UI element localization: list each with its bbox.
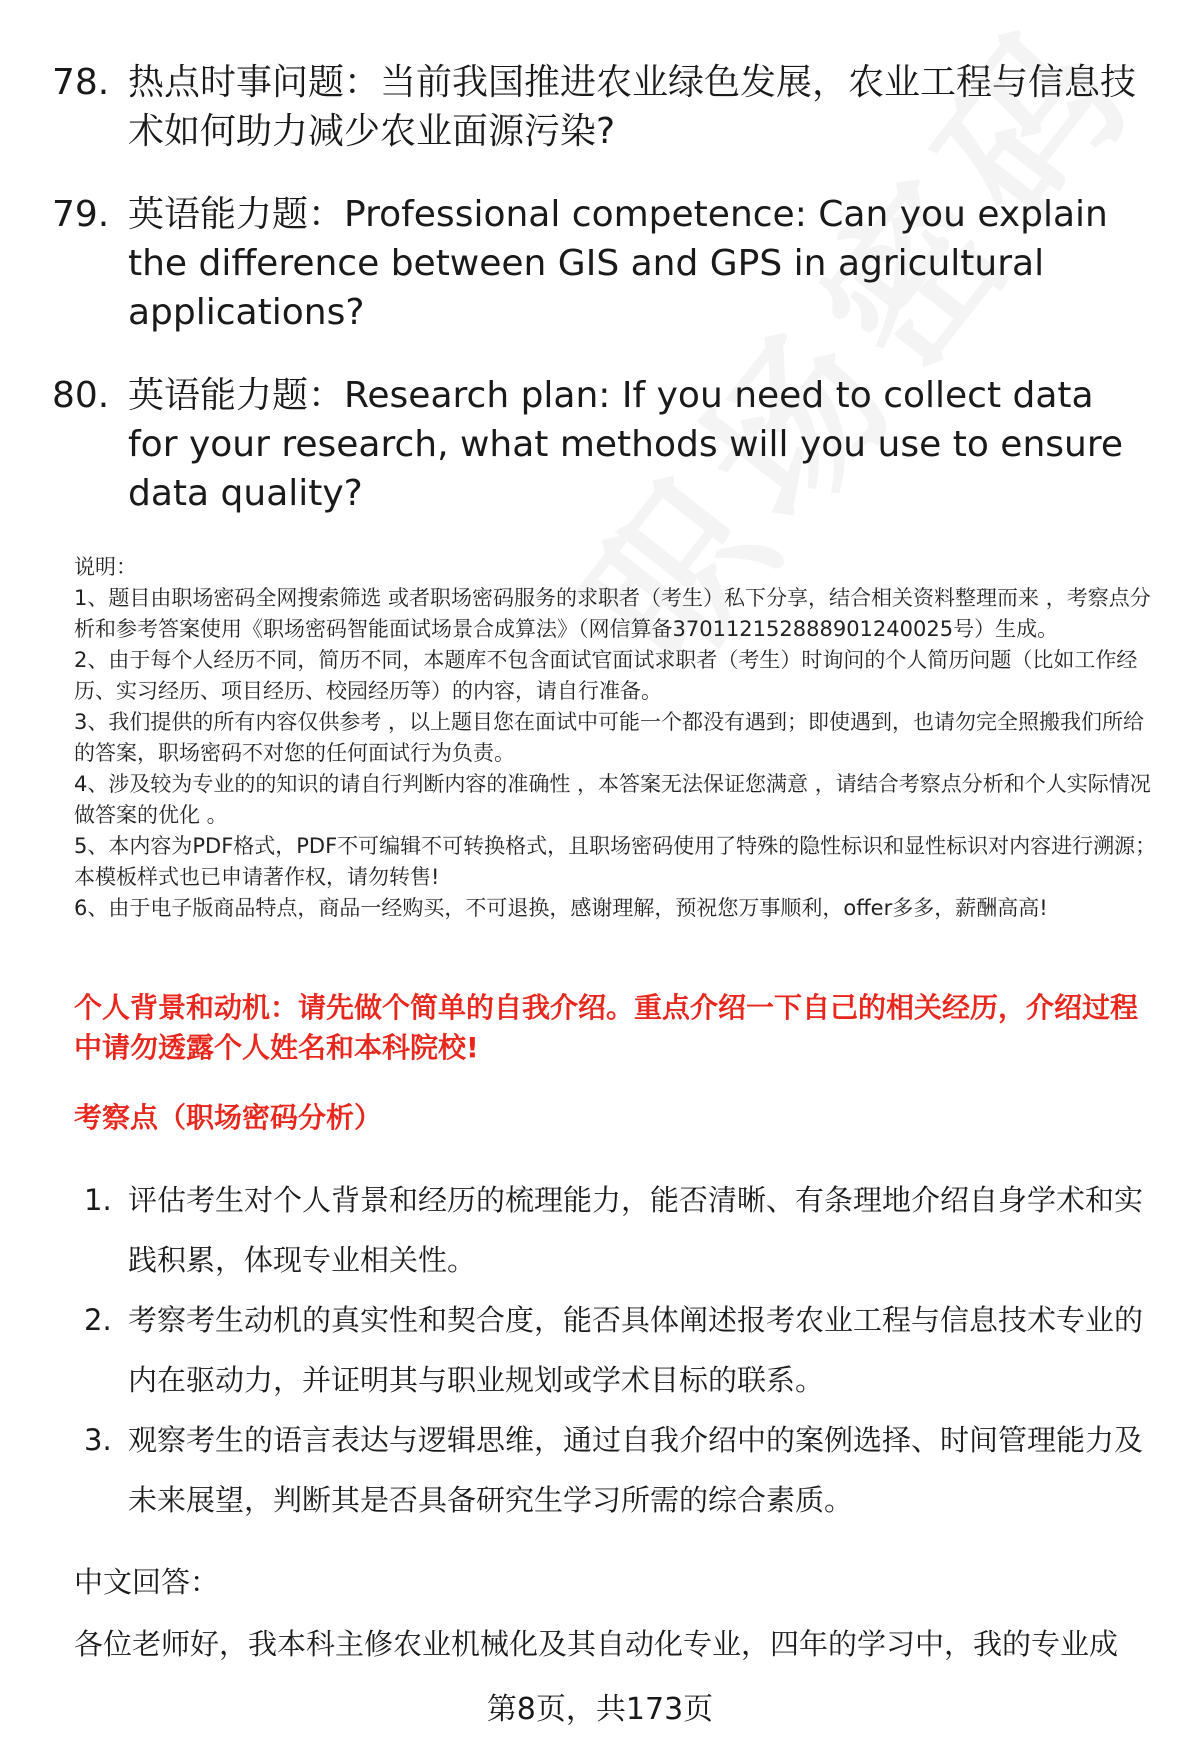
notes-heading: 说明： xyxy=(74,555,137,579)
question-item xyxy=(52,190,1152,337)
note-item: 5、本内容为PDF格式，PDF不可编辑不可转换格式，且职场密码使用了特殊的隐性标识和显性标识对内容进行溯源；本模板样式也已申请著作权，请勿转售! xyxy=(74,834,1157,889)
note-item: 6、由于电子版商品特点，商品一经购买，不可退换，感谢理解，预祝您万事顺利，offer多多，薪酬高高! xyxy=(74,896,1048,920)
question-number: 79. xyxy=(52,194,110,235)
exam-point-text: 观察考生的语言表达与逻辑思维，通过自我介绍中的案例选择、时间管理能力及未来展望，判断其是否具备研究生学习所需的综合素质。 xyxy=(128,1423,1144,1517)
exam-points-title: 考察点（职场密码分析） xyxy=(74,1101,383,1134)
answer-text: 各位老师好，我本科主修农业机械化及其自动化专业，四年的学习中，我的专业成 xyxy=(74,1627,1119,1661)
exam-point-item xyxy=(84,1170,1154,1290)
question-item xyxy=(52,58,1152,156)
exam-point-text: 考察考生动机的真实性和契合度，能否具体阐述报考农业工程与信息技术专业的内在驱动力，并证明其与职业规划或学术目标的联系。 xyxy=(128,1303,1144,1397)
note-item: 1、题目由职场密码全网搜索筛选 或者职场密码服务的求职者（考生）私下分享，结合相关资料整理而来 ，考察点分析和参考答案使用《职场密码智能面试场景合成算法》（网信算备370112152888901240025号）生成。 xyxy=(74,586,1151,641)
question-text: 热点时事问题：当前我国推进农业绿色发展，农业工程与信息技术如何助力减少农业面源污染? xyxy=(128,62,1137,152)
question-number: 78. xyxy=(52,62,110,103)
question-item xyxy=(52,371,1152,518)
question-number: 80. xyxy=(52,375,110,416)
notes-section xyxy=(74,552,1164,924)
note-item: 3、我们提供的所有内容仅供参考 ，以上题目您在面试中可能一个都没有遇到；即使遇到，也请勿完全照搬我们所给的答案，职场密码不对您的任何面试行为负责。 xyxy=(74,710,1145,765)
note-item: 2、由于每个人经历不同，简历不同，本题库不包含面试官面试求职者（考生）时询问的个人简历问题（比如工作经历、实习经历、项目经历、校园经历等）的内容，请自行准备。 xyxy=(74,648,1138,703)
question-text: 英语能力题：Research plan: If you need to collect data for your research, what methods will you use to ensure data quality? xyxy=(128,375,1123,514)
page-footer: 第8页，共173页 xyxy=(486,1692,714,1727)
chinese-answer-label: 中文回答： xyxy=(74,1565,220,1599)
question-list xyxy=(52,58,1152,552)
exam-point-number: 3. xyxy=(84,1423,112,1457)
exam-point-number: 1. xyxy=(84,1183,112,1217)
exam-point-item xyxy=(84,1290,1154,1410)
question-text: 英语能力题：Professional competence: Can you explain the difference between GIS and GPS in agricultural applications? xyxy=(128,194,1108,333)
note-item: 4、涉及较为专业的的知识的请自行判断内容的准确性 ，本答案无法保证您满意 ，请结合考察点分析和个人实际情况做答案的优化 。 xyxy=(74,772,1151,827)
motive-question: 个人背景和动机：请先做个简单的自我介绍。重点介绍一下自己的相关经历，介绍过程中请勿透露个人姓名和本科院校! xyxy=(74,991,1139,1064)
exam-points-list xyxy=(84,1170,1154,1530)
exam-point-number: 2. xyxy=(84,1303,112,1337)
exam-point-item xyxy=(84,1410,1154,1530)
exam-point-text: 评估考生对个人背景和经历的梳理能力，能否清晰、有条理地介绍自身学术和实践积累，体现专业相关性。 xyxy=(128,1183,1144,1277)
